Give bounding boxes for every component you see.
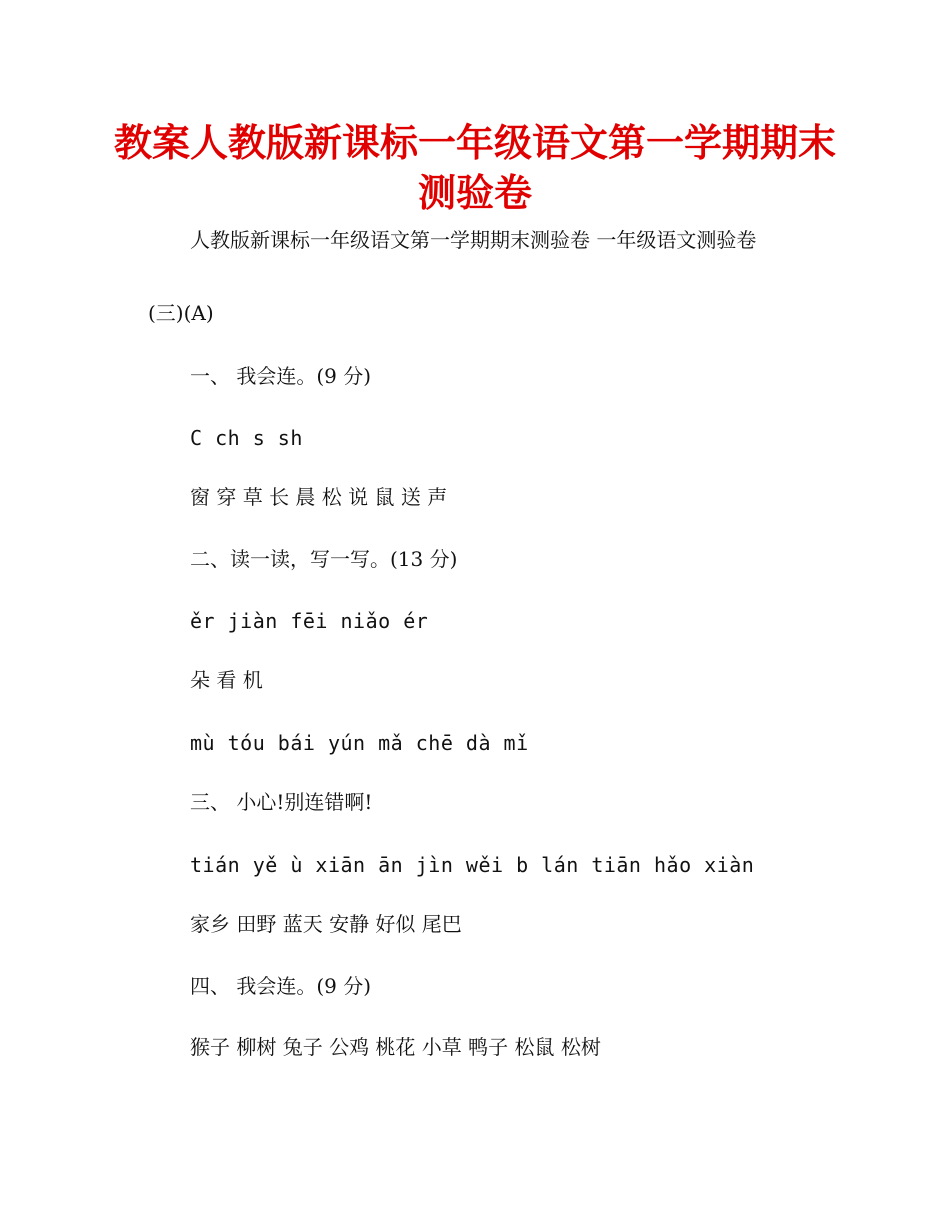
intro-text: 人教版新课标一年级语文第一学期期末测验卷 一年级语文测验卷: [190, 228, 757, 252]
document-title: 教案人教版新课标一年级语文第一学期期末测验卷: [113, 121, 836, 215]
pinyin-line-2: mù tóu bái yún mǎ chē dà mǐ: [190, 731, 529, 755]
pinyin-initials-line: C ch s sh: [190, 426, 303, 450]
characters-line: 窗 穿 草 长 晨 松 说 鼠 送 声: [190, 485, 448, 509]
section-3-heading: 三、 小心!别连错啊!: [190, 790, 373, 814]
pinyin-line-3: tián yě ù xiān ān jìn wěi b lán tiān hǎo xiàn: [190, 853, 755, 877]
section-4-heading: 四、 我会连。(9 分): [190, 974, 372, 998]
words-line-2: 猴子 柳树 兔子 公鸡 桃花 小草 鸭子 松鼠 松树: [190, 1035, 601, 1059]
section-1-heading: 一、 我会连。(9 分): [190, 364, 372, 388]
words-line-1: 家乡 田野 蓝天 安静 好似 尾巴: [190, 912, 462, 936]
section-2-heading: 二、读一读，写一写。(13 分): [190, 547, 458, 571]
pinyin-line-1: ěr jiàn fēi niǎo ér: [190, 609, 429, 633]
characters-line-2: 朵 看 机: [190, 668, 263, 692]
intro-continuation: (三)(A): [148, 301, 214, 325]
